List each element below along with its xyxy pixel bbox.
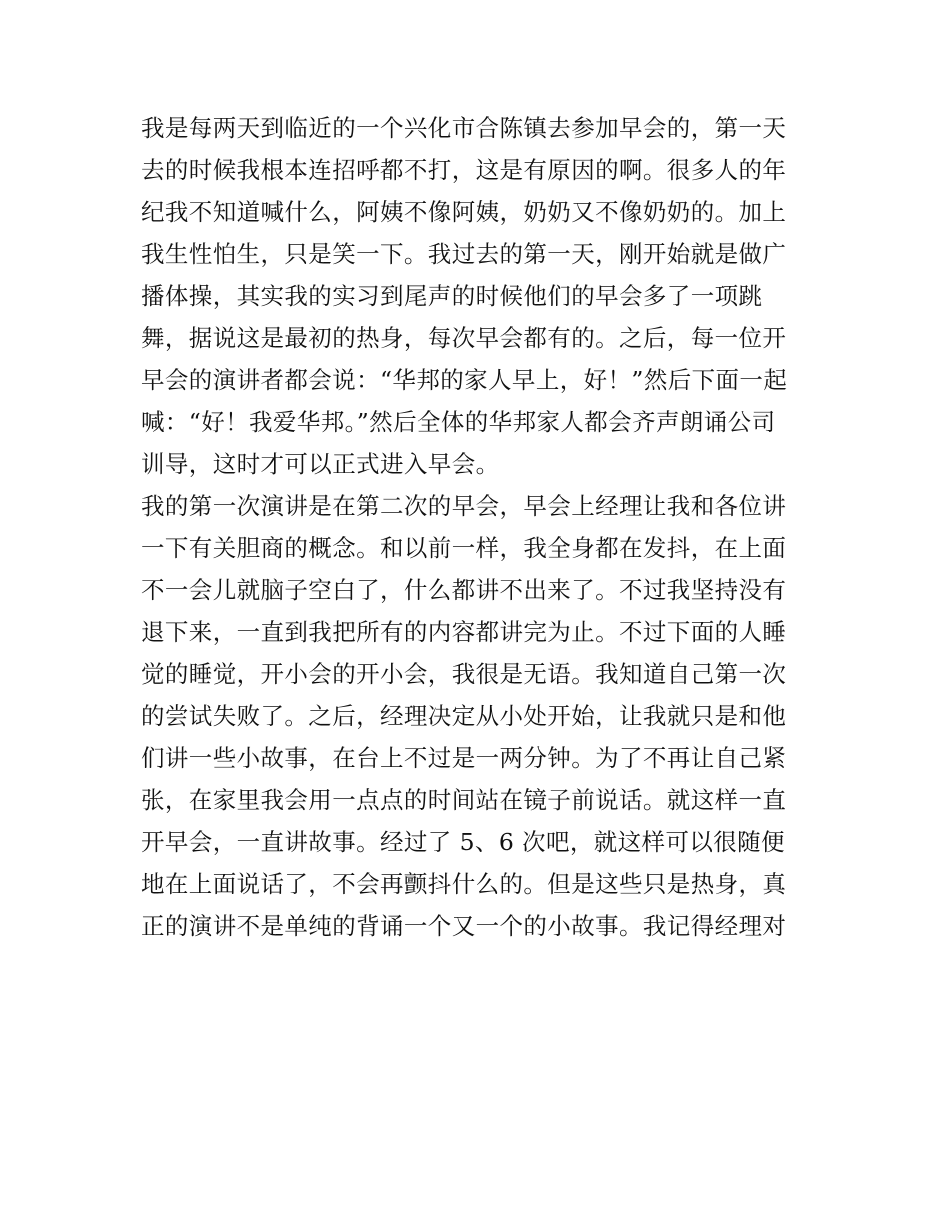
text-line: 正的演讲不是单纯的背诵一个又一个的小故事。我记得经理对 — [141, 912, 787, 940]
text-line: 早会的演讲者都会说：“华邦的家人早上，好！”然后下面一起 — [141, 366, 788, 394]
text-line: 我生性怕生，只是笑一下。我过去的第一天，刚开始就是做广 — [141, 240, 787, 268]
text-line: 开早会，一直讲故事。经过了 5、6 次吧，就这样可以很随便 — [141, 828, 785, 856]
text-line: 我的第一次演讲是在第二次的早会，早会上经理让我和各位讲 — [141, 492, 787, 520]
text-line: 喊：“好！我爱华邦。”然后全体的华邦家人都会齐声朗诵公司 — [141, 408, 776, 436]
text-line: 地在上面说话了，不会再颤抖什么的。但是这些只是热身，真 — [141, 870, 787, 898]
text-line: 的尝试失败了。之后，经理决定从小处开始，让我就只是和他 — [141, 702, 787, 730]
text-line: 不一会儿就脑子空白了，什么都讲不出来了。不过我坚持没有 — [141, 576, 787, 604]
text-line: 我是每两天到临近的一个兴化市合陈镇去参加早会的，第一天 — [141, 114, 787, 142]
text-line: 去的时候我根本连招呼都不打，这是有原因的啊。很多人的年 — [141, 156, 787, 184]
text-line: 播体操，其实我的实习到尾声的时候他们的早会多了一项跳 — [141, 282, 763, 310]
text-line: 退下来，一直到我把所有的内容都讲完为止。不过下面的人睡 — [141, 618, 787, 646]
body-text — [141, 107, 816, 947]
text-line: 一下有关胆商的概念。和以前一样，我全身都在发抖，在上面 — [141, 534, 787, 562]
text-line: 训导，这时才可以正式进入早会。 — [141, 450, 500, 478]
text-line: 张，在家里我会用一点点的时间站在镜子前说话。就这样一直 — [141, 786, 787, 814]
text-line: 们讲一些小故事，在台上不过是一两分钟。为了不再让自己紧 — [141, 744, 787, 772]
text-line: 觉的睡觉，开小会的开小会，我很是无语。我知道自己第一次 — [141, 660, 787, 688]
text-line: 舞，据说这是最初的热身，每次早会都有的。之后，每一位开 — [141, 324, 787, 352]
text-line: 纪我不知道喊什么，阿姨不像阿姨，奶奶又不像奶奶的。加上 — [141, 198, 787, 226]
